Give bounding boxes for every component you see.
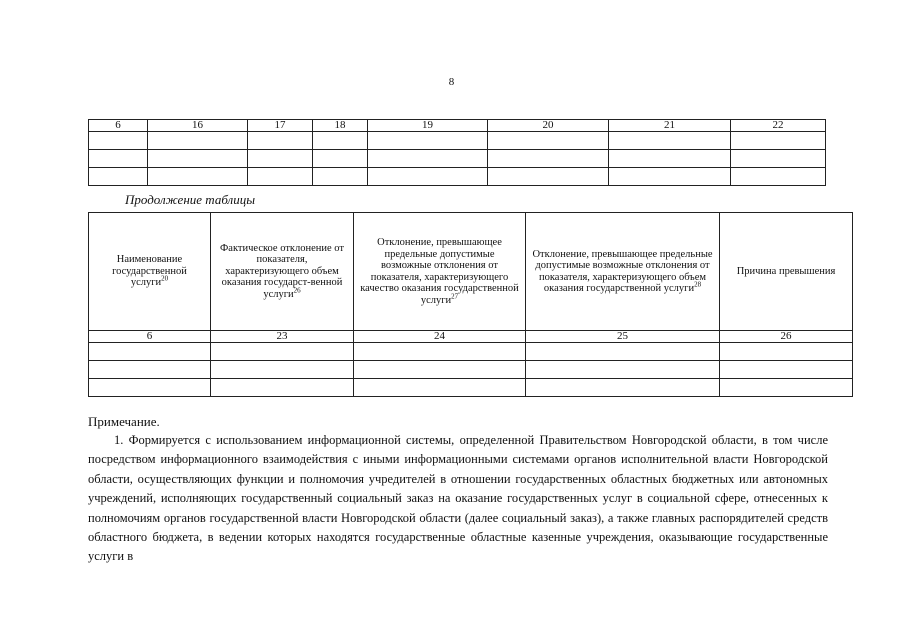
column-number: 26 <box>720 331 853 343</box>
note-paragraph: 1. Формируется с использованием информационной системы, определенной Правительством Новгородской области, в том числе посредством информационного взаимодействия с иными информационными системами органов исполнительной власти Новгородской области, осуществляющих функции и полномочия учредителей в отношении государственных областных бюджетных или автономных учреждений, исполняющих государственный социальный заказ на оказание государственных услуг в социальной сфере, отнесенных к полномочиям органов государственной власти Новгородской области (далее социальный заказ), а также главных распорядителей средств областного бюджета, в ведении которых находятся государственные областные казенные учреждения, оказывающие государственные услуги в <box>88 433 828 564</box>
header-service-name: Наименование государственной услуги$^{20}$ <box>89 213 211 331</box>
header-volume-deviation: Отклонение, превышающее предельные допустимые возможные отклонения от показателя, характеризующего объем оказания государственной услуги$^{28}$ <box>526 213 720 331</box>
column-number: 6 <box>89 120 148 132</box>
column-number: 17 <box>248 120 313 132</box>
continuation-label: Продолжение таблицы <box>125 192 256 207</box>
top-table <box>88 119 826 186</box>
header-reason: Причина превышения <box>720 213 853 331</box>
header-quality-deviation: Отклонение, превышающее предельные допустимые возможные отклонения от показателя, характеризующего качество оказания государственной услуги$^{27}$ <box>354 213 526 331</box>
column-number: 6 <box>89 331 211 343</box>
column-number: 18 <box>313 120 368 132</box>
column-number: 24 <box>354 331 526 343</box>
top-table-number-row <box>89 120 826 132</box>
column-number: 19 <box>368 120 488 132</box>
column-number: 21 <box>609 120 731 132</box>
bottom-table-number-row <box>89 331 853 343</box>
bottom-table <box>88 212 853 397</box>
bottom-table-header-row <box>89 213 853 331</box>
header-actual-deviation: Фактическое отклонение от показателя, характеризующего объем оказания государст-венной услуги$^{26}$ <box>211 213 354 331</box>
table-row <box>89 150 826 168</box>
column-number: 22 <box>731 120 826 132</box>
column-number: 20 <box>488 120 609 132</box>
table-row <box>89 379 853 397</box>
table-row <box>89 132 826 150</box>
column-number: 16 <box>148 120 248 132</box>
page-number: 8 <box>448 76 455 88</box>
table-row <box>89 168 826 186</box>
table-row <box>89 343 853 361</box>
column-number: 23 <box>211 331 354 343</box>
column-number: 25 <box>526 331 720 343</box>
table-row <box>89 361 853 379</box>
note-title: Примечание. <box>88 414 160 429</box>
